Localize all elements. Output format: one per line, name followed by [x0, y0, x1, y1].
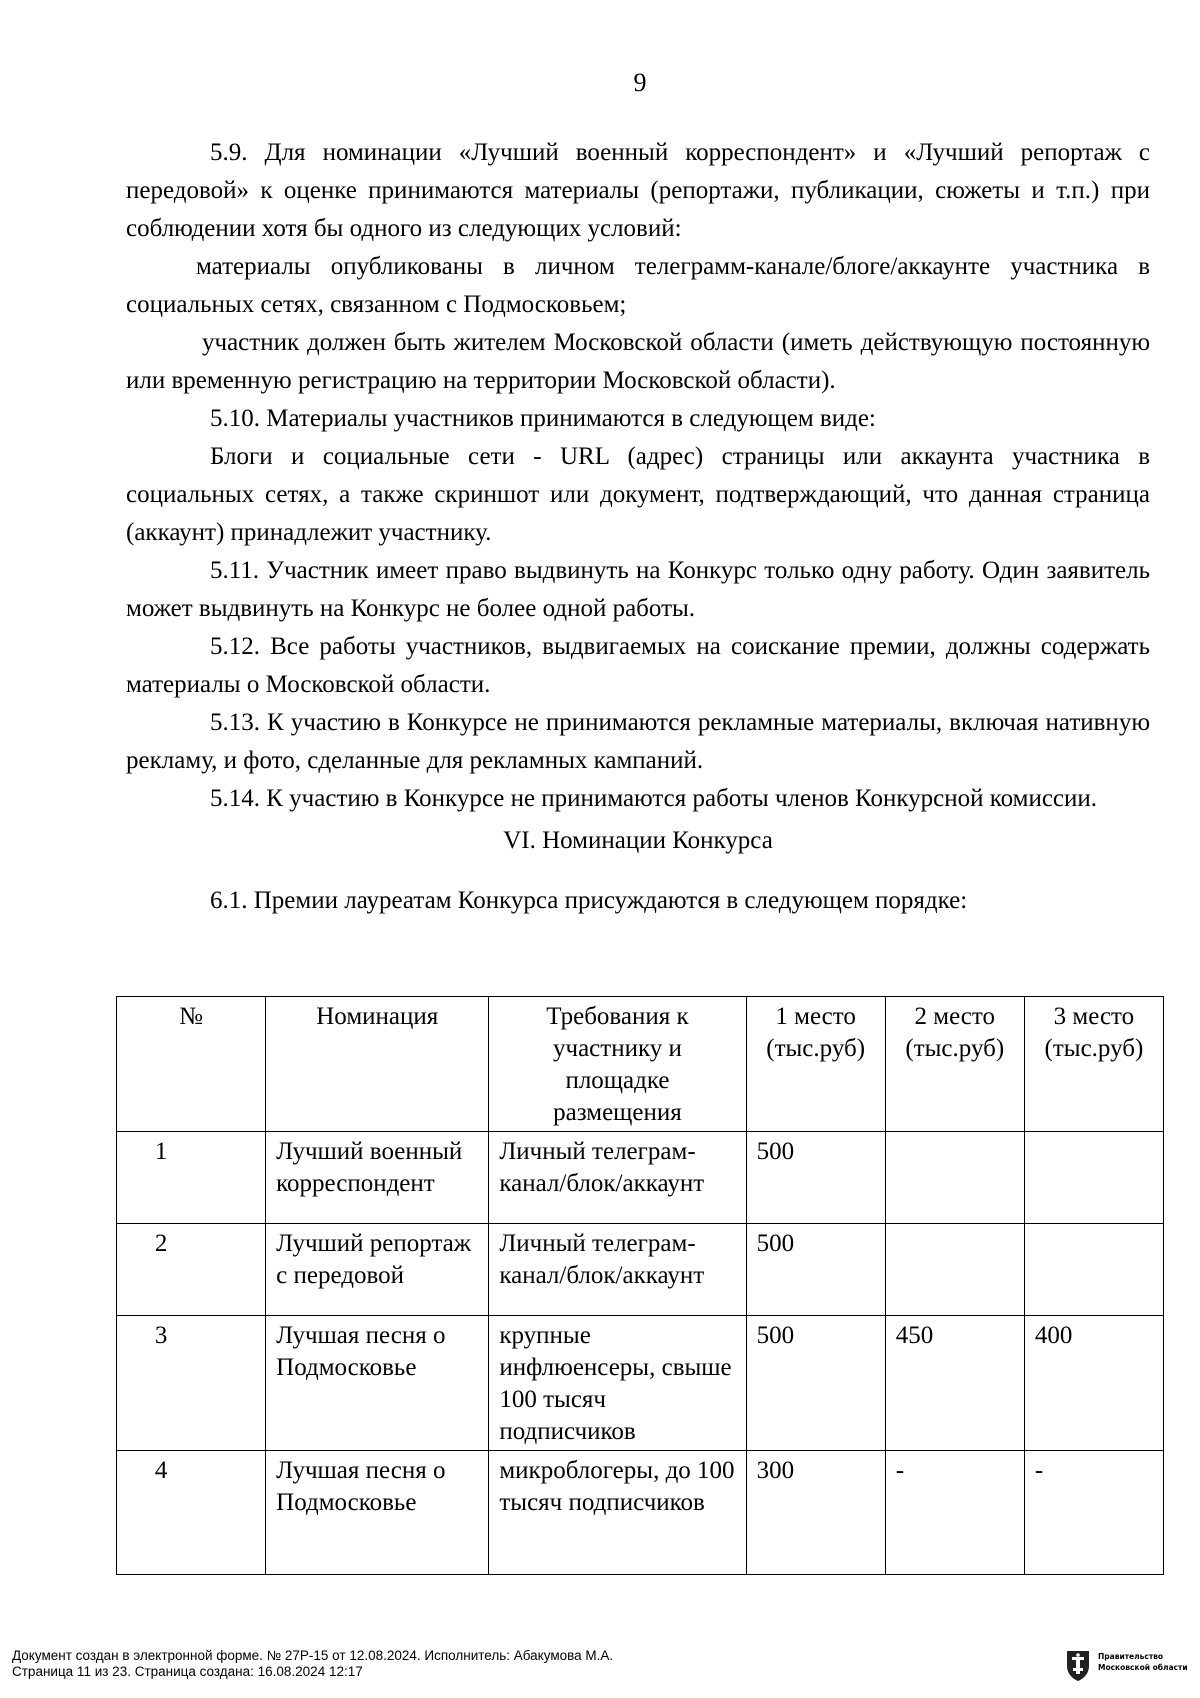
row-third-place	[1024, 1224, 1163, 1316]
row-requirements: микроблогеры, до 100 тысяч подписчиков	[489, 1451, 746, 1575]
row-second-place: 450	[885, 1316, 1024, 1451]
logo-line-2: Московской области	[1098, 1663, 1188, 1672]
table-row	[117, 1132, 1164, 1224]
government-logo	[1064, 1648, 1194, 1682]
row-second-place: -	[885, 1451, 1024, 1575]
footer-line-document: Документ создан в электронной форме. № 27Р-15 от 12.08.2024. Исполнитель: Абакумова М.А.	[12, 1648, 614, 1663]
paragraph-5-12: 5.12. Все работы участников, выдвигаемых на соискание премии, должны содержать материалы о Московской области.	[126, 633, 1150, 698]
paragraph-5-10: 5.10. Материалы участников принимаются в следующем виде:	[210, 405, 876, 432]
row-requirements: крупные инфлюенсеры, свыше 100 тысяч подписчиков	[489, 1316, 746, 1451]
row-second-place	[885, 1132, 1024, 1224]
table-header-row	[117, 997, 1164, 1132]
row-first-place: 500	[746, 1224, 885, 1316]
row-number: 3	[117, 1316, 266, 1451]
page-number: 9	[633, 68, 647, 97]
header-nomination: Номинация	[266, 997, 489, 1132]
paragraph-5-10-blogs: Блоги и социальные сети - URL (адрес) страницы или аккаунта участника в социальных сетях, а также скриншот или документ, подтверждающий, что данная страница (аккаунт) принадлежит участнику.	[126, 443, 1150, 546]
row-requirements: Личный телеграм-канал/блок/аккаунт	[489, 1224, 746, 1316]
table-row	[117, 1316, 1164, 1451]
row-second-place	[885, 1224, 1024, 1316]
section-heading: VI. Номинации Конкурса	[503, 827, 773, 854]
header-number: №	[117, 997, 266, 1132]
nominations-table	[116, 996, 1164, 1575]
table-row	[117, 1224, 1164, 1316]
row-first-place: 500	[746, 1132, 885, 1224]
row-number: 1	[117, 1132, 266, 1224]
header-second-place: 2 место (тыс.руб)	[885, 997, 1024, 1132]
row-nomination: Лучшая песня о Подмосковье	[266, 1451, 489, 1575]
row-first-place: 300	[746, 1451, 885, 1575]
row-third-place: -	[1024, 1451, 1163, 1575]
paragraph-5-14: 5.14. К участию в Конкурсе не принимаются работы членов Конкурсной комиссии.	[210, 785, 1098, 812]
logo-caption	[1098, 1651, 1188, 1673]
row-nomination: Лучший репортаж с передовой	[266, 1224, 489, 1316]
paragraph-5-9: 5.9. Для номинации «Лучший военный корреспондент» и «Лучший репортаж с передовой» к оценке принимаются материалы (репортажи, публикации, сюжеты и т.п.) при соблюдении хотя бы одного из следующих условий:	[126, 139, 1150, 242]
paragraph-5-13: 5.13. К участию в Конкурсе не принимаются рекламные материалы, включая нативную рекламу, и фото, сделанные для рекламных кампаний.	[126, 709, 1150, 774]
row-third-place	[1024, 1132, 1163, 1224]
paragraph-6-1: 6.1. Премии лауреатам Конкурса присуждаются в следующем порядке:	[210, 887, 968, 914]
coat-of-arms-icon	[1064, 1648, 1092, 1682]
header-third-place: 3 место (тыс.руб)	[1024, 997, 1163, 1132]
row-requirements: Личный телеграм-канал/блок/аккаунт	[489, 1132, 746, 1224]
row-third-place: 400	[1024, 1316, 1163, 1451]
paragraph-5-9-condition-1: материалы опубликованы в личном телеграмм-канале/блоге/аккаунте участника в социальных сетях, связанном с Подмосковьем;	[126, 253, 1150, 318]
table-row	[117, 1451, 1164, 1575]
paragraph-5-9-condition-2: участник должен быть жителем Московской области (иметь действующую постоянную или временную регистрацию на территории Московской области).	[126, 329, 1150, 394]
row-number: 2	[117, 1224, 266, 1316]
header-requirements: Требования к участнику и площадке размещения	[489, 997, 746, 1132]
row-nomination: Лучший военный корреспондент	[266, 1132, 489, 1224]
row-number: 4	[117, 1451, 266, 1575]
logo-line-1: Правительство	[1098, 1652, 1164, 1661]
paragraph-5-11: 5.11. Участник имеет право выдвинуть на Конкурс только одну работу. Один заявитель может выдвинуть на Конкурс не более одной работы.	[126, 557, 1150, 622]
document-body	[126, 134, 1150, 920]
header-first-place: 1 место (тыс.руб)	[746, 997, 885, 1132]
footer-line-page: Страница 11 из 23. Страница создана: 16.08.2024 12:17	[12, 1664, 363, 1679]
row-nomination: Лучшая песня о Подмосковье	[266, 1316, 489, 1451]
document-footer	[12, 1648, 613, 1680]
row-first-place: 500	[746, 1316, 885, 1451]
